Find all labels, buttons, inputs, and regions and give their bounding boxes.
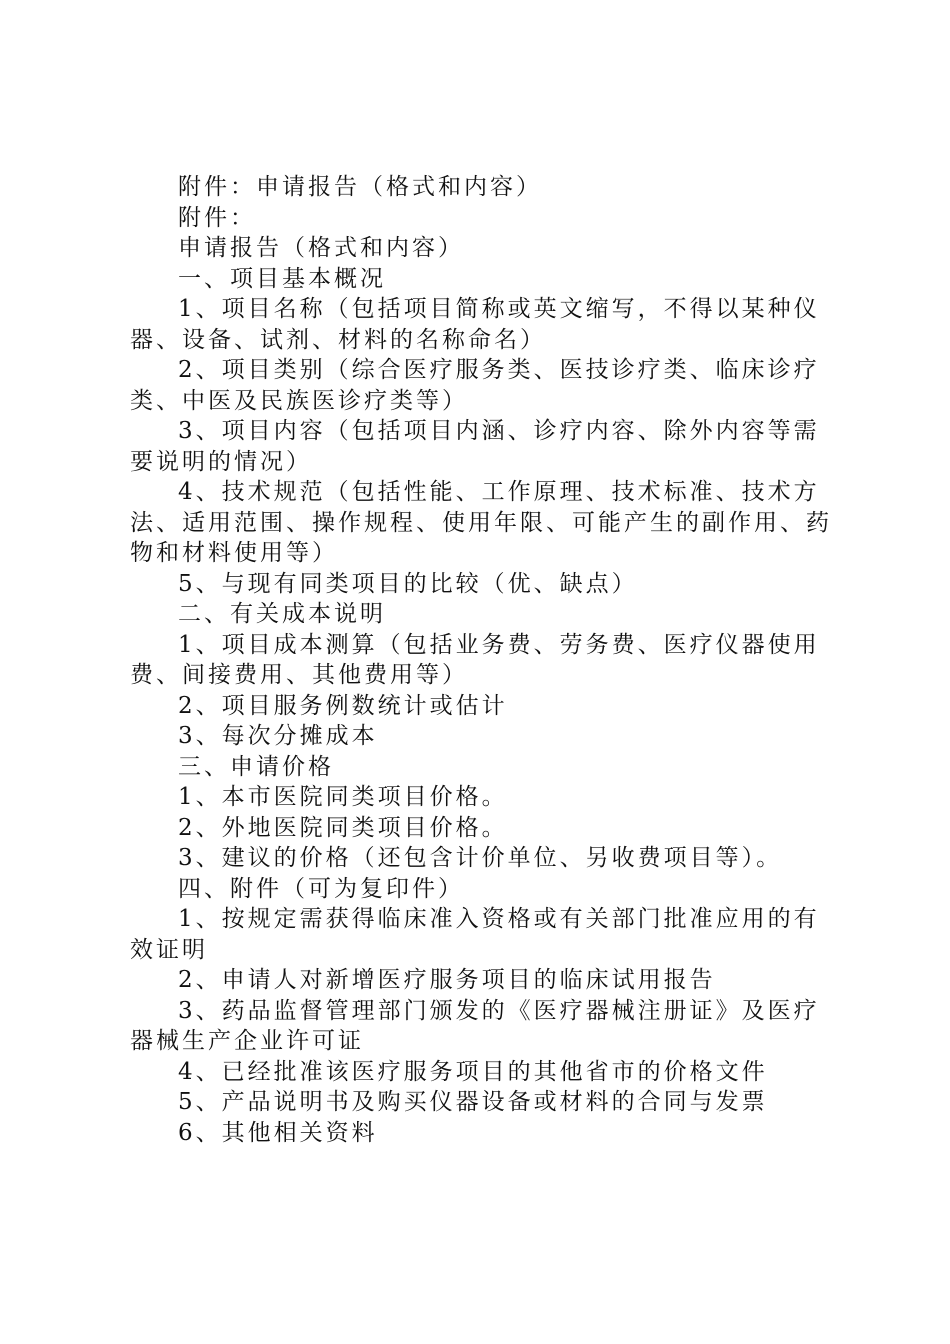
section-2-item-3: 3、每次分摊成本 (178, 723, 378, 749)
section-1-item-4: 4、技术规范（包括性能、工作原理、技术标准、技术方法、适用范围、操作规程、使用年限、可能产生的副作用、药物和材料使用等） (130, 479, 832, 566)
attachment-label: 附件： (178, 204, 256, 231)
section-1-item-2: 2、项目类别（综合医疗服务类、医技诊疗类、临床诊疗类、中医及民族医诊疗类等） (130, 357, 820, 414)
section-1-item-1: 1、项目名称（包括项目简称或英文缩写，不得以某种仪器、设备、试剂、材料的名称命名） (130, 296, 820, 353)
section-4-item-5: 5、产品说明书及购买仪器设备或材料的合同与发票 (178, 1089, 768, 1115)
section-2-item-2: 2、项目服务例数统计或估计 (178, 692, 508, 719)
section-1-item-3: 3、项目内容（包括项目内涵、诊疗内容、除外内容等需要说明的情况） (130, 418, 820, 475)
attachment-title-line: 附件：申请报告（格式和内容） (178, 174, 542, 200)
document-body (130, 172, 840, 1148)
section-4-item-4: 4、已经批准该医疗服务项目的其他省市的价格文件 (178, 1058, 768, 1085)
section-4-item-2: 2、申请人对新增医疗服务项目的临床试用报告 (178, 967, 716, 993)
report-title: 申请报告（格式和内容） (178, 235, 464, 261)
section-1-item-5: 5、与现有同类项目的比较（优、缺点） (178, 570, 638, 597)
section-4-item-6: 6、其他相关资料 (178, 1119, 378, 1146)
section-2-item-1: 1、项目成本测算（包括业务费、劳务费、医疗仪器使用费、间接费用、其他费用等） (130, 631, 820, 688)
section-4-item-3: 3、药品监督管理部门颁发的《医疗器械注册证》及医疗器械生产企业许可证 (130, 997, 820, 1054)
section-heading-2: 二、有关成本说明 (178, 601, 386, 627)
section-3-item-2: 2、外地医院同类项目价格。 (178, 814, 508, 841)
section-3-item-3: 3、建议的价格（还包含计价单位、另收费项目等）。 (178, 845, 783, 871)
section-heading-3: 三、申请价格 (178, 753, 334, 780)
section-3-item-1: 1、本市医院同类项目价格。 (178, 784, 508, 810)
section-heading-4: 四、附件（可为复印件） (178, 875, 464, 902)
section-heading-1: 一、项目基本概况 (178, 265, 386, 292)
section-4-item-1: 1、按规定需获得临床准入资格或有关部门批准应用的有效证明 (130, 906, 820, 963)
